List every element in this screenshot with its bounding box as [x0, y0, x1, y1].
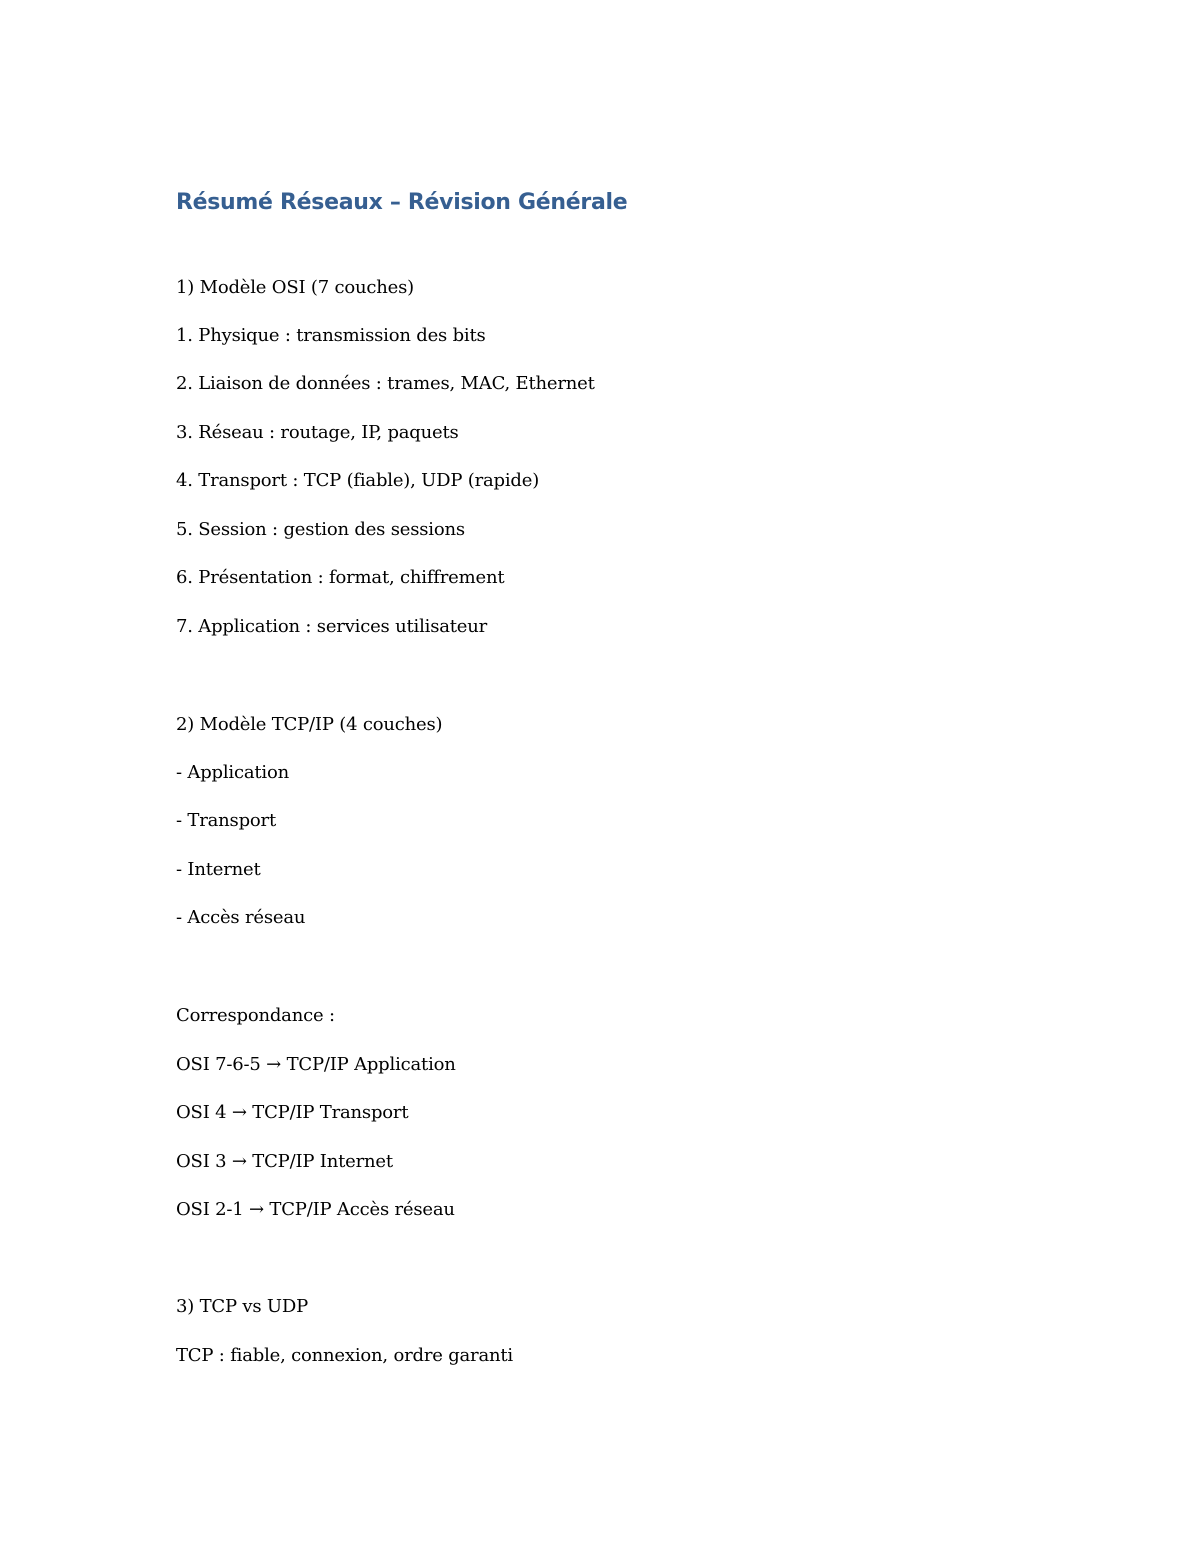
document-title: Résumé Réseaux – Révision Générale: [176, 190, 628, 215]
list-item-osi-7: 7. Application : services utilisateur: [176, 616, 488, 637]
section-heading-osi: 1) Modèle OSI (7 couches): [176, 277, 414, 298]
correspondance-line-acces-reseau: OSI 2-1 → TCP/IP Accès réseau: [176, 1199, 455, 1220]
tcp-description: TCP : fiable, connexion, ordre garanti: [176, 1345, 513, 1366]
list-item-osi-5: 5. Session : gestion des sessions: [176, 519, 465, 540]
list-item-osi-6: 6. Présentation : format, chiffrement: [176, 567, 505, 588]
section-heading-tcp-vs-udp: 3) TCP vs UDP: [176, 1296, 309, 1317]
list-item-osi-1: 1. Physique : transmission des bits: [176, 325, 486, 346]
section-heading-tcpip: 2) Modèle TCP/IP (4 couches): [176, 714, 443, 735]
list-item-tcpip-application: - Application: [176, 762, 289, 783]
list-item-tcpip-transport: - Transport: [176, 810, 276, 831]
correspondance-line-application: OSI 7-6-5 → TCP/IP Application: [176, 1054, 456, 1075]
list-item-osi-4: 4. Transport : TCP (fiable), UDP (rapide): [176, 470, 540, 491]
correspondance-heading: Correspondance :: [176, 1005, 335, 1026]
list-item-tcpip-acces-reseau: - Accès réseau: [176, 907, 306, 928]
correspondance-line-transport: OSI 4 → TCP/IP Transport: [176, 1102, 409, 1123]
list-item-tcpip-internet: - Internet: [176, 859, 261, 880]
list-item-osi-2: 2. Liaison de données : trames, MAC, Ethernet: [176, 373, 595, 394]
correspondance-line-internet: OSI 3 → TCP/IP Internet: [176, 1151, 393, 1172]
list-item-osi-3: 3. Réseau : routage, IP, paquets: [176, 422, 459, 443]
